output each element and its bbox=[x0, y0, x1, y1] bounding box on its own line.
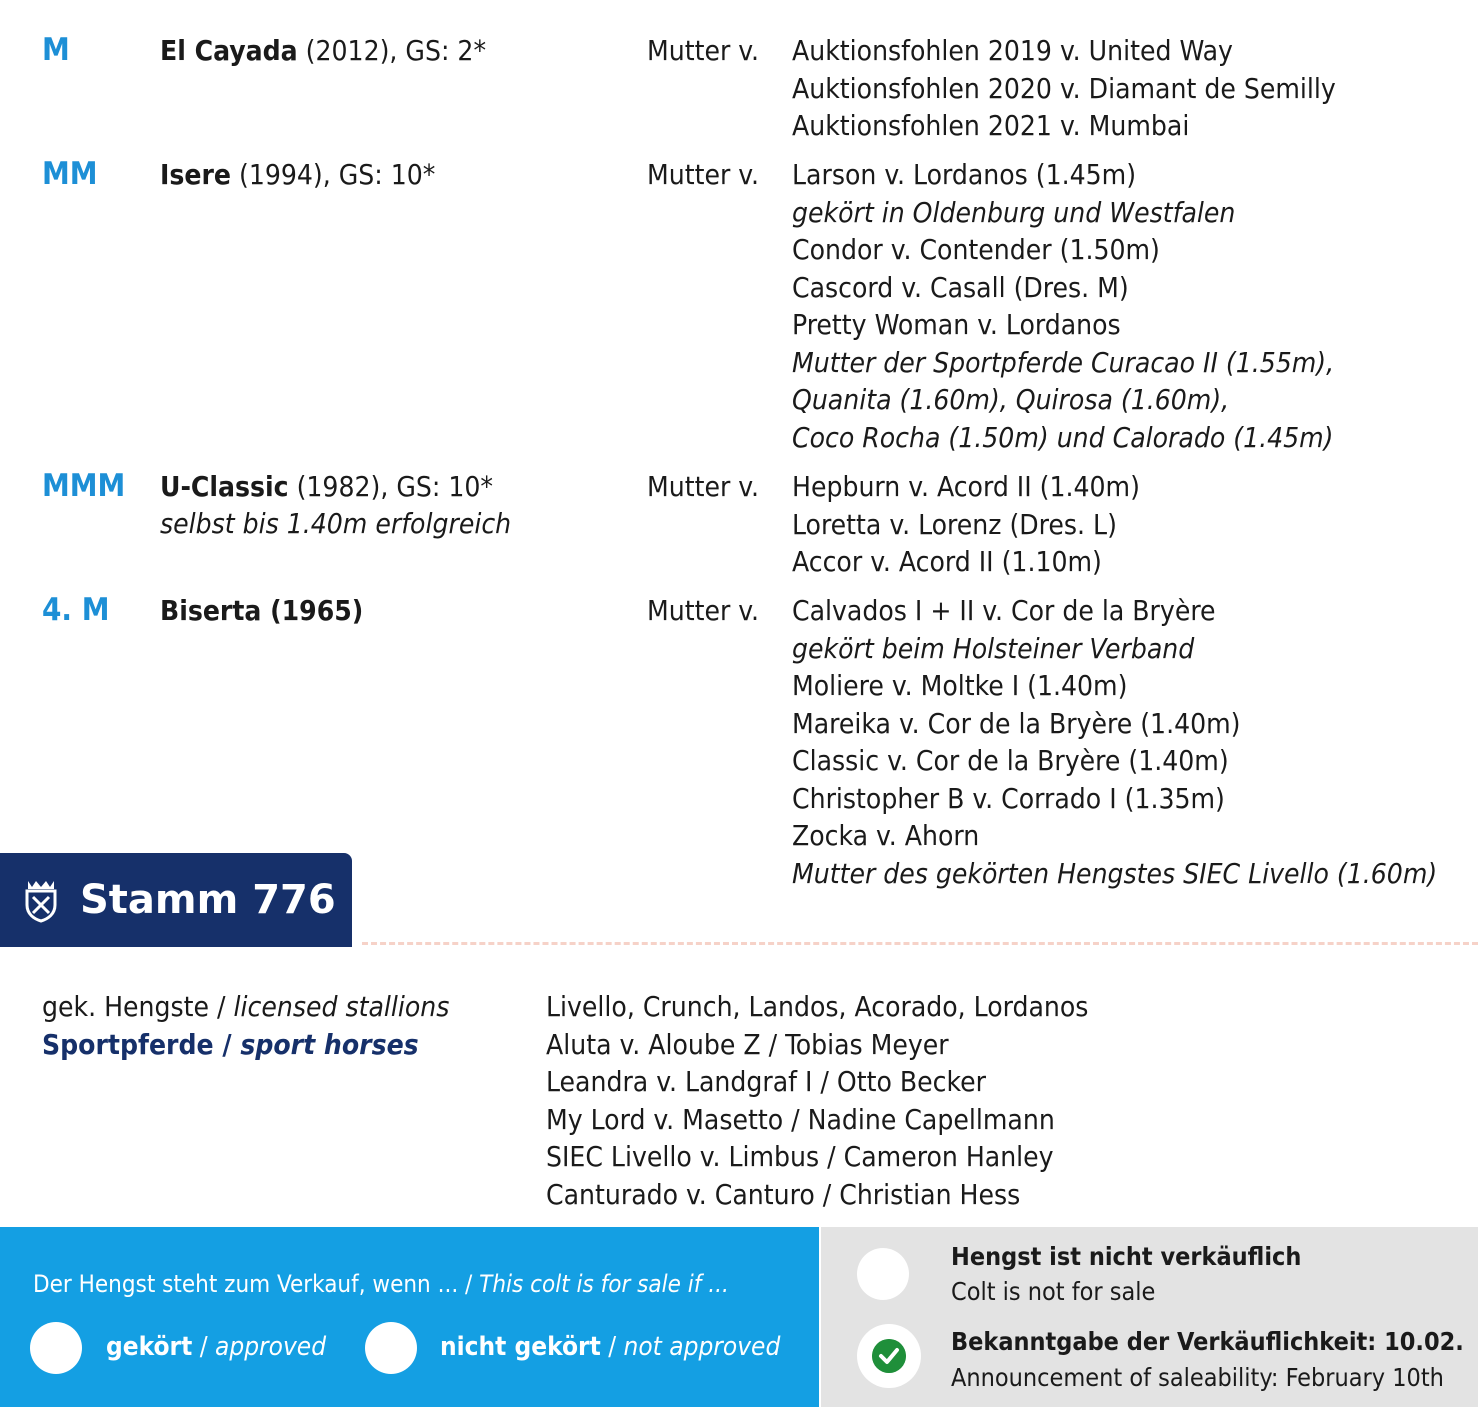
stamm-title: Stamm 776 bbox=[80, 877, 336, 923]
sale-heading bbox=[33, 1267, 729, 1301]
mare-name-line bbox=[160, 156, 435, 194]
separator: / bbox=[192, 1332, 216, 1362]
offspring-item: Condor v. Contender (1.50m) bbox=[792, 233, 1160, 266]
list-item: SIEC Livello v. Limbus / Cameron Hanley bbox=[546, 1140, 1054, 1173]
list-item: My Lord v. Masetto / Nadine Capellmann bbox=[546, 1102, 1055, 1136]
offspring-note: Mutter der Sportpferde Curacao II (1.55m), bbox=[792, 345, 1335, 379]
saleability-info-panel bbox=[821, 1227, 1478, 1407]
brand-crest-icon bbox=[22, 877, 60, 923]
mare-name-line bbox=[160, 32, 486, 70]
offspring-item: Pretty Woman v. Lordanos bbox=[792, 308, 1121, 341]
offspring-list bbox=[792, 32, 1336, 145]
dashed-divider bbox=[362, 942, 1478, 945]
offspring-item: Auktionsfohlen 2019 v. United Way bbox=[792, 34, 1233, 67]
family-horses-list bbox=[546, 988, 1088, 1213]
stallions-label-de: gek. Hengste bbox=[42, 990, 210, 1023]
offspring-item: Calvados I + II v. Cor de la Bryère bbox=[792, 594, 1216, 627]
sale-heading-de: Der Hengst steht zum Verkauf, wenn ... bbox=[33, 1270, 459, 1298]
mare-sub-note: selbst bis 1.40m erfolgreich bbox=[160, 507, 512, 540]
offspring-item: Mareika v. Cor de la Bryère (1.40m) bbox=[792, 706, 1241, 740]
offspring-list bbox=[792, 592, 1437, 892]
not-approved-radio[interactable] bbox=[365, 1322, 417, 1374]
mare-name: Isere bbox=[160, 158, 231, 191]
approved-radio[interactable] bbox=[30, 1322, 82, 1374]
offspring-list bbox=[792, 468, 1140, 581]
sport-label-de: Sportpferde bbox=[42, 1028, 214, 1061]
list-item: Leandra v. Landgraf I / Otto Becker bbox=[546, 1065, 986, 1098]
mare-name: Biserta (1965) bbox=[160, 594, 364, 627]
sale-heading-en: This colt is for sale if ... bbox=[479, 1270, 729, 1298]
announcement-label: Bekanntgabe der Verkäuflichkeit: 10.02. bbox=[951, 1327, 1464, 1356]
offspring-note: gekört in Oldenburg und Westfalen bbox=[792, 195, 1236, 229]
option-de: nicht gekört bbox=[440, 1332, 601, 1362]
mother-of-label: Mutter v. bbox=[647, 34, 760, 67]
separator: / bbox=[458, 1270, 480, 1298]
generation-label: MMM bbox=[42, 468, 126, 504]
mare-details: (1994), GS: 10* bbox=[230, 158, 436, 191]
offspring-item: Zocka v. Ahorn bbox=[792, 819, 980, 852]
list-item: Livello, Crunch, Landos, Acorado, Lordanos bbox=[546, 990, 1089, 1023]
list-item: Aluta v. Aloube Z / Tobias Meyer bbox=[546, 1027, 949, 1061]
offspring-item: Christopher B v. Corrado I (1.35m) bbox=[792, 781, 1225, 815]
mother-of-label: Mutter v. bbox=[647, 470, 760, 503]
option-de: gekört bbox=[106, 1332, 193, 1362]
offspring-item: Hepburn v. Acord II (1.40m) bbox=[792, 470, 1140, 503]
mother-of-label: Mutter v. bbox=[647, 158, 760, 191]
not-for-sale-label: Hengst ist nicht verkäuflich bbox=[951, 1242, 1302, 1271]
mare-name: U-Classic bbox=[160, 470, 289, 503]
mare-details: (2012), GS: 2* bbox=[297, 34, 487, 67]
separator: / bbox=[213, 1028, 241, 1061]
offspring-list bbox=[792, 156, 1334, 456]
generation-label: 4. M bbox=[42, 592, 110, 628]
generation-label: M bbox=[42, 32, 70, 68]
sport-horses-label bbox=[42, 1026, 419, 1064]
stamm-banner bbox=[0, 853, 352, 947]
offspring-note: gekört beim Holsteiner Verband bbox=[792, 631, 1195, 665]
offspring-item: Accor v. Acord II (1.10m) bbox=[792, 545, 1102, 578]
stallions-label-en: licensed stallions bbox=[233, 990, 450, 1023]
check-icon bbox=[872, 1339, 906, 1373]
approved-option-label bbox=[106, 1330, 326, 1364]
list-item: Canturado v. Canturo / Christian Hess bbox=[546, 1177, 1021, 1211]
offspring-note: Coco Rocha (1.50m) und Calorado (1.45m) bbox=[792, 420, 1334, 454]
offspring-item: Larson v. Lordanos (1.45m) bbox=[792, 158, 1137, 191]
offspring-item: Auktionsfohlen 2021 v. Mumbai bbox=[792, 109, 1190, 142]
offspring-item: Loretta v. Lorenz (Dres. L) bbox=[792, 507, 1117, 541]
offspring-note: Mutter des gekörten Hengstes SIEC Livello (1.60m) bbox=[792, 856, 1438, 890]
offspring-item: Moliere v. Moltke I (1.40m) bbox=[792, 669, 1128, 702]
mare-details: (1982), GS: 10* bbox=[288, 470, 493, 503]
not-for-sale-label-en: Colt is not for sale bbox=[951, 1277, 1156, 1306]
offspring-item: Auktionsfohlen 2020 v. Diamant de Semilly bbox=[792, 71, 1336, 105]
not-for-sale-radio[interactable] bbox=[857, 1248, 909, 1300]
option-en: not approved bbox=[623, 1332, 781, 1362]
offspring-item: Classic v. Cor de la Bryère (1.40m) bbox=[792, 744, 1229, 777]
separator: / bbox=[209, 990, 234, 1023]
mare-name-line bbox=[160, 592, 363, 630]
mare-name: El Cayada bbox=[160, 34, 298, 67]
mare-name-line bbox=[160, 468, 493, 506]
option-en: approved bbox=[215, 1332, 327, 1362]
separator: / bbox=[600, 1332, 624, 1362]
not-approved-option-label bbox=[440, 1330, 780, 1364]
licensed-stallions-label bbox=[42, 988, 449, 1026]
offspring-item: Cascord v. Casall (Dres. M) bbox=[792, 270, 1129, 304]
announcement-label-en: Announcement of saleability: February 10th bbox=[951, 1363, 1444, 1392]
sale-panel bbox=[0, 1227, 819, 1407]
sport-label-en: sport horses bbox=[240, 1028, 419, 1061]
mother-of-label: Mutter v. bbox=[647, 594, 760, 627]
offspring-note: Quanita (1.60m), Quirosa (1.60m), bbox=[792, 383, 1230, 416]
generation-label: MM bbox=[42, 156, 98, 192]
